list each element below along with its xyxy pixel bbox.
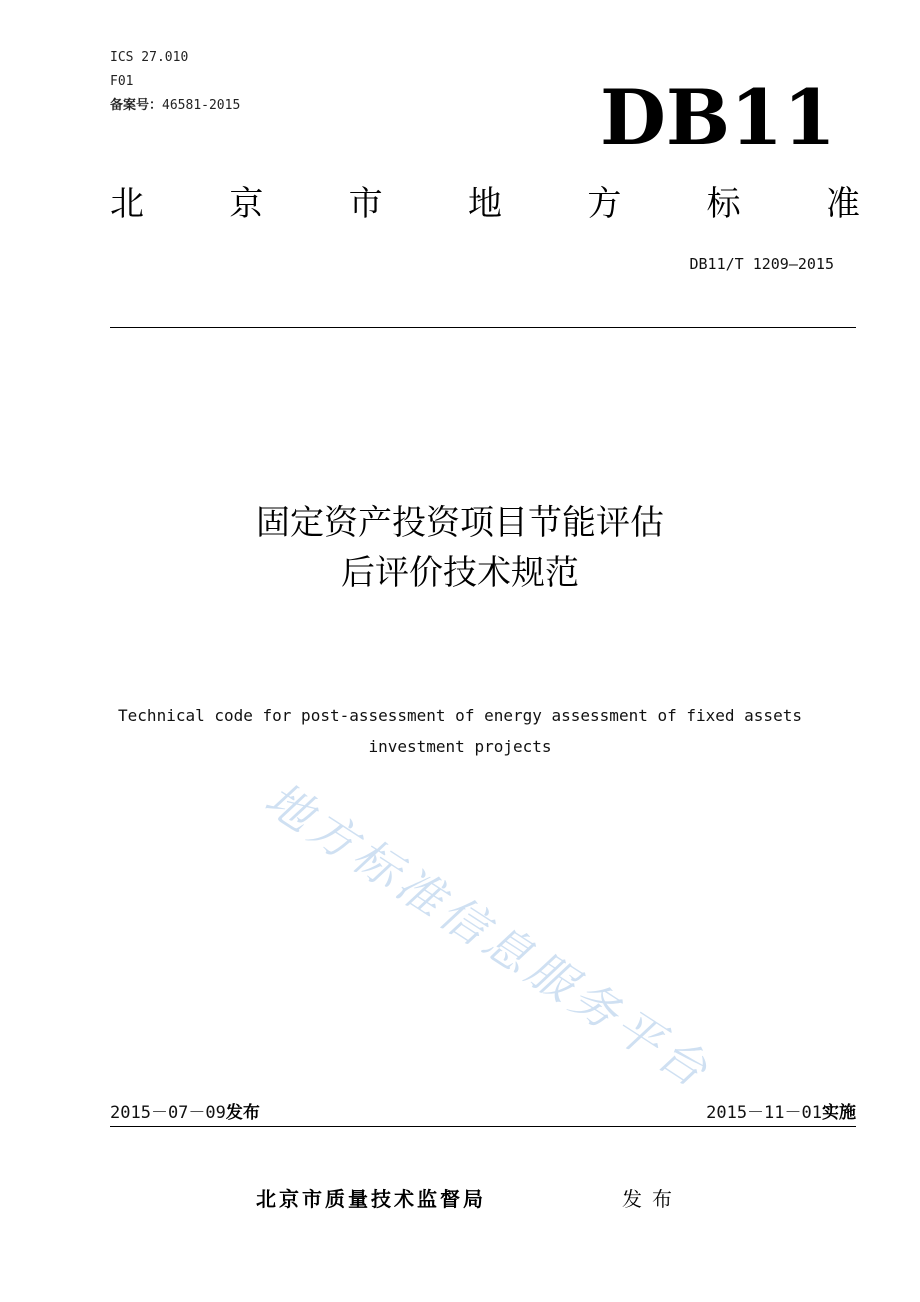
- record-label: 备案号：: [110, 98, 163, 113]
- standard-type-char: 方: [587, 184, 622, 224]
- issue-date-value: 2015－07－09: [110, 1103, 226, 1123]
- standard-type-char: 市: [348, 184, 383, 224]
- standard-type-char: 地: [467, 184, 502, 224]
- title-chinese: [0, 498, 920, 598]
- issue-date-label: 发布: [225, 1103, 260, 1123]
- publisher-action: 发布: [622, 1187, 682, 1211]
- date-divider: [110, 1126, 856, 1127]
- implementation-date-label: 实施: [822, 1103, 856, 1123]
- standard-type-heading: [110, 180, 860, 228]
- title-english-line: Technical code for post-assessment of energy assessment of fixed assets: [118, 706, 802, 725]
- record-number: 46581-2015: [162, 98, 241, 113]
- watermark: 地方标准信息服务平台: [255, 771, 722, 1100]
- standard-type-char: 准: [825, 184, 860, 224]
- implementation-date-value: 2015－11－01: [706, 1103, 822, 1123]
- standard-type-char: 京: [229, 184, 264, 224]
- title-english: [60, 700, 860, 762]
- ccs-code: F01: [110, 74, 134, 89]
- standard-type-char: 标: [706, 184, 741, 224]
- title-english-line: investment projects: [368, 737, 552, 756]
- standard-number: DB11/T 1209—2015: [689, 255, 834, 273]
- standard-type-char: 北: [110, 184, 144, 224]
- ics-code: ICS 27.010: [110, 50, 189, 65]
- title-chinese-line: 固定资产投资项目节能评估: [256, 503, 664, 543]
- title-chinese-line: 后评价技术规范: [341, 553, 579, 593]
- standard-logo: DB11: [600, 73, 836, 162]
- publisher-name: 北京市质量技术监督局: [256, 1187, 486, 1211]
- header-divider: [110, 327, 856, 328]
- implementation-date: [706, 1102, 856, 1124]
- issue-date: [110, 1102, 260, 1124]
- record-number-line: [110, 98, 240, 114]
